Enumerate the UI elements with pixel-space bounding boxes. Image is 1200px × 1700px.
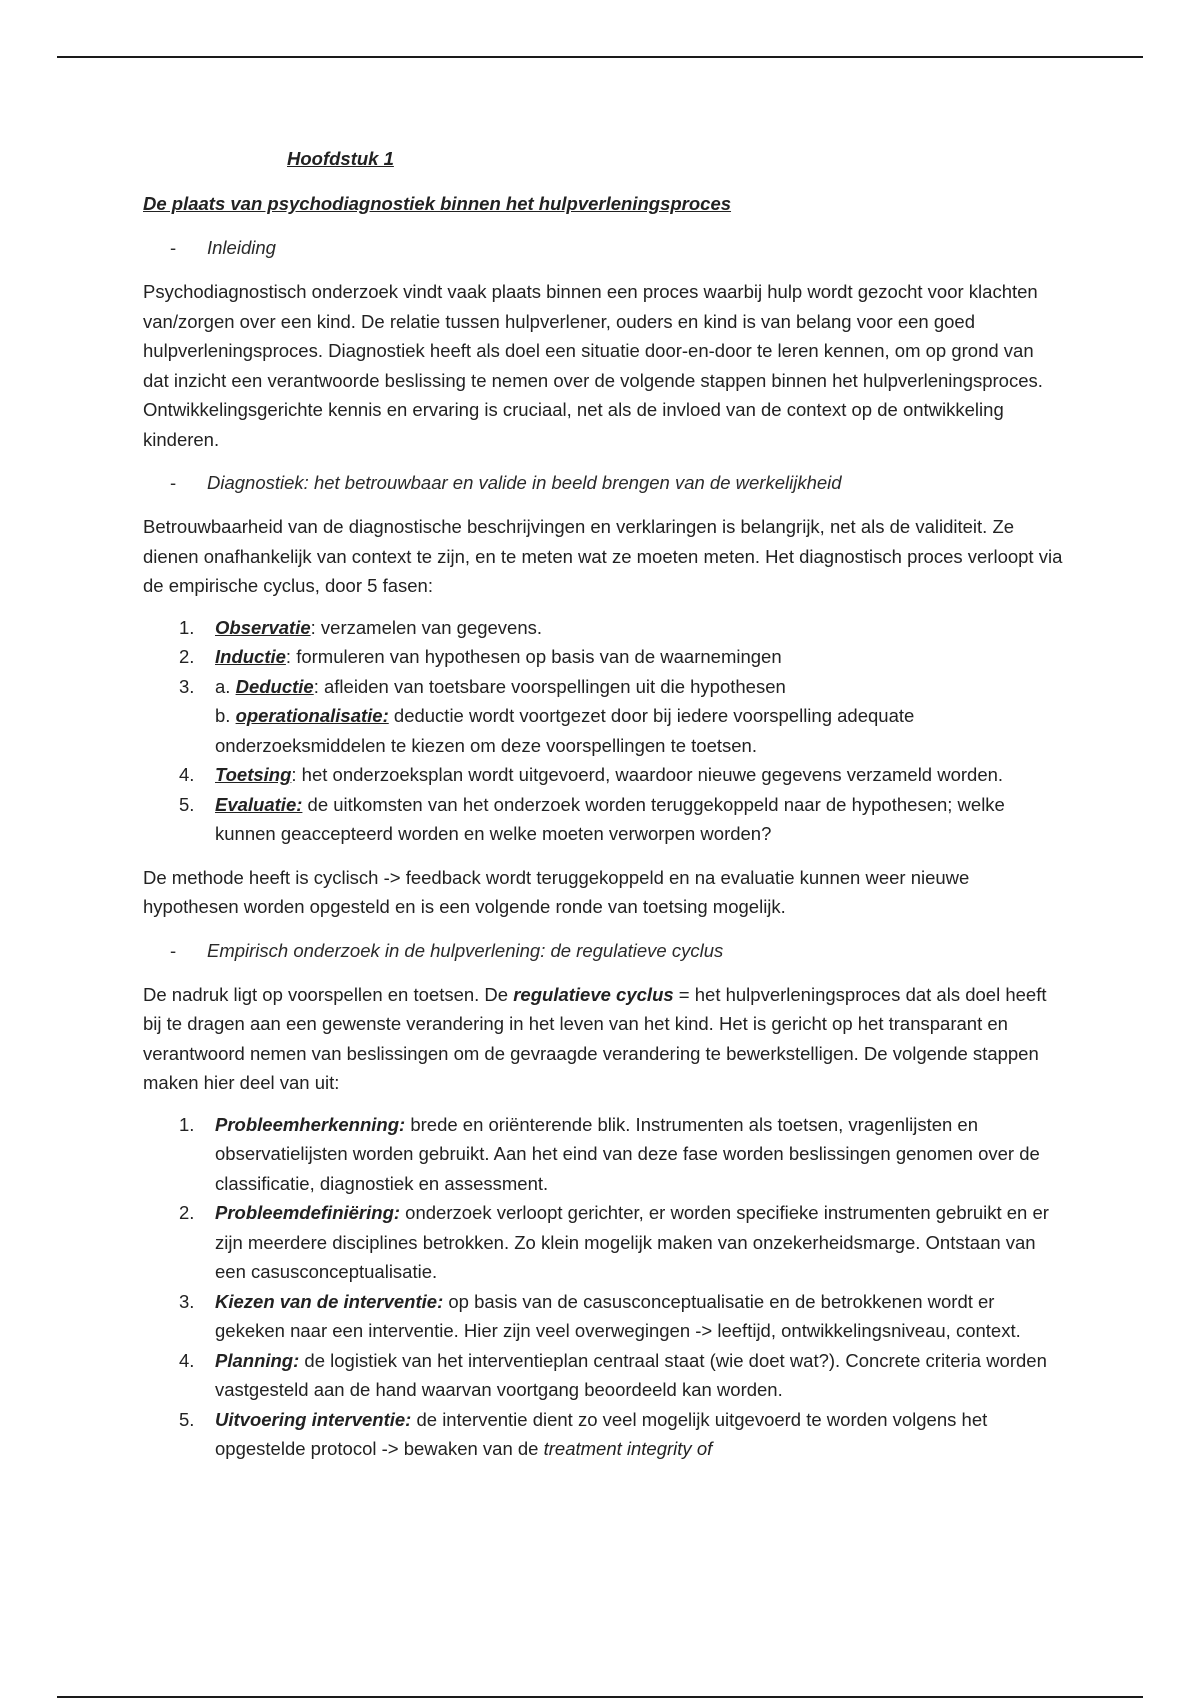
empirical-cycle-list: [143, 613, 1063, 849]
step-term: Observatie: [215, 616, 311, 638]
section-heading-inleiding: [143, 233, 1063, 263]
chapter-heading: Hoofdstuk 1: [287, 148, 394, 169]
bottom-rule: [57, 1696, 1143, 1698]
list-item: [143, 1405, 1063, 1464]
list-item: [143, 760, 1063, 790]
list-item: [143, 642, 1063, 672]
list-item: [143, 1346, 1063, 1405]
paragraph-regulatieve-cyclus: [143, 980, 1063, 1098]
sub-step-term: operationalisatie:: [235, 705, 389, 726]
paragraph-closing: De methode heeft is cyclisch -> feedback wordt teruggekoppeld en na evaluatie kunnen weer nieuwe hypothesen worden opgesteld en is een volgende ronde van toetsing mogelijk.: [143, 866, 970, 917]
step-term: Toetsing: [215, 764, 292, 785]
step-term: Evaluatie:: [215, 793, 303, 815]
list-number: 1.: [179, 1113, 195, 1135]
sub-step-prefix: b.: [215, 705, 236, 726]
step-prefix: a.: [215, 675, 236, 697]
step-text: de interventie dient zo veel mogelijk uitgevoerd te worden volgens het opgestelde protocol -> bewaken van de: [215, 1408, 988, 1459]
step-term: Probleemherkenning:: [215, 1113, 406, 1135]
list-number: 2.: [179, 646, 195, 667]
list-item: [143, 1198, 1063, 1287]
list-number: 4.: [179, 1349, 195, 1371]
paragraph-diagnostiek: Betrouwbaarheid van de diagnostische beschrijvingen en verklaringen is belangrijk, net als de validiteit. Ze dienen onafhankelijk van context te zijn, en te meten wat ze moeten meten. Het diagnostisch proces verloopt via de empirische cyclus, door 5 fasen:: [143, 516, 1063, 596]
step-text: de logistiek van het interventieplan centraal staat (wie doet wat?). Concrete criteria worden vastgesteld aan de hand waarvan voortgang beoordeeld kan worden.: [215, 1349, 1047, 1400]
section-heading-label: Empirisch onderzoek in de hulpverlening: de regulatieve cyclus: [207, 939, 724, 961]
list-number: 5.: [179, 1408, 195, 1430]
list-item: [143, 1287, 1063, 1346]
regulatory-cycle-list: [143, 1110, 1063, 1464]
bullet-dash: -: [170, 237, 177, 258]
list-item: [143, 1110, 1063, 1199]
step-text: : verzamelen van gegevens.: [310, 616, 543, 638]
document-title: De plaats van psychodiagnostiek binnen het hulpverleningsproces: [143, 193, 732, 214]
bullet-dash: -: [170, 939, 177, 961]
list-number: 2.: [179, 1202, 195, 1223]
bullet-dash: -: [170, 472, 177, 493]
step-text: brede en oriënterende blik. Instrumenten als toetsen, vragenlijsten en observatielijsten worden gebruikt. Aan het eind van deze fase worden beslissingen genomen over de classificatie, diagnostiek en assessment.: [215, 1113, 1040, 1194]
list-number: 1.: [179, 616, 195, 638]
step-text: onderzoek verloopt gerichter, er worden specifieke instrumenten gebruikt en er zijn meerdere disciplines betrokken. Zo klein mogelijk maken van onzekerheidsmarge. Ontstaan van een casusconceptualisatie.: [215, 1202, 1049, 1282]
step-term: Deductie: [235, 675, 314, 697]
section-heading-diagnostiek: [143, 468, 1063, 498]
paragraph-text: De nadruk ligt op voorspellen en toetsen. De: [143, 983, 514, 1005]
step-text: : afleiden van toetsbare voorspellingen uit die hypothesen: [313, 675, 786, 697]
document-body: [143, 130, 1063, 1464]
sub-step-text: deductie wordt voortgezet door bij iedere voorspelling adequate onderzoeksmiddelen te kiezen om deze voorspellingen te toetsen.: [215, 705, 915, 756]
list-item: [143, 672, 1063, 761]
section-heading-regulatieve-cyclus: [143, 936, 1063, 966]
list-item: [143, 613, 1063, 643]
step-text: : het onderzoeksplan wordt uitgevoerd, waardoor nieuwe gegevens verzameld worden.: [291, 764, 1004, 785]
list-number: 5.: [179, 793, 195, 815]
section-heading-label: Inleiding: [207, 237, 276, 258]
step-text-italic: treatment integrity of: [543, 1438, 713, 1459]
list-number: 3.: [179, 675, 195, 697]
step-term: Kiezen van de interventie:: [215, 1290, 444, 1312]
list-number: 4.: [179, 764, 195, 785]
step-term: Inductie: [215, 646, 286, 667]
step-text: op basis van de casusconceptualisatie en de betrokkenen wordt er gekeken naar een interventie. Hier zijn veel overwegingen -> leeftijd, ontwikkelingsniveau, context.: [215, 1290, 1021, 1341]
step-term: Probleemdefiniëring:: [215, 1202, 401, 1223]
step-text: de uitkomsten van het onderzoek worden teruggekoppeld naar de hypothesen; welke kunnen geaccepteerd worden en welke moeten verworpen worden?: [215, 793, 1005, 844]
paragraph-inleiding: Psychodiagnostisch onderzoek vindt vaak plaats binnen een proces waarbij hulp wordt gezocht voor klachten van/zorgen over een kind. De relatie tussen hulpverlener, ouders en kind is van belang voor een goed hulpverleningsproces. Diagnostiek heeft als doel een situatie door-en-door te leren kennen, om op grond van dat inzicht een verantwoorde beslissing te nemen over de volgende stappen binnen het hulpverleningsproces. Ontwikkelingsgerichte kennis en ervaring is cruciaal, net als de invloed van de context op de ontwikkeling kinderen.: [143, 281, 1043, 450]
list-number: 3.: [179, 1290, 195, 1312]
list-item: [143, 790, 1063, 849]
sub-step: [215, 701, 1063, 760]
step-term: Planning:: [215, 1349, 300, 1371]
paragraph-text: = het hulpverleningsproces dat als doel heeft bij te dragen aan een gewenste verandering in het leven van het kind. Het is gericht op het transparant en verantwoord nemen van beslissingen om de gevraagde verandering te bewerkstelligen. De volgende stappen maken hier deel van uit:: [143, 983, 1047, 1093]
step-text: : formuleren van hypothesen op basis van de waarnemingen: [285, 646, 782, 667]
paragraph-term: regulatieve cyclus: [513, 983, 674, 1005]
section-heading-label: Diagnostiek: het betrouwbaar en valide in beeld brengen van de werkelijkheid: [207, 472, 842, 493]
top-rule: [57, 56, 1143, 58]
step-term: Uitvoering interventie:: [215, 1408, 412, 1430]
